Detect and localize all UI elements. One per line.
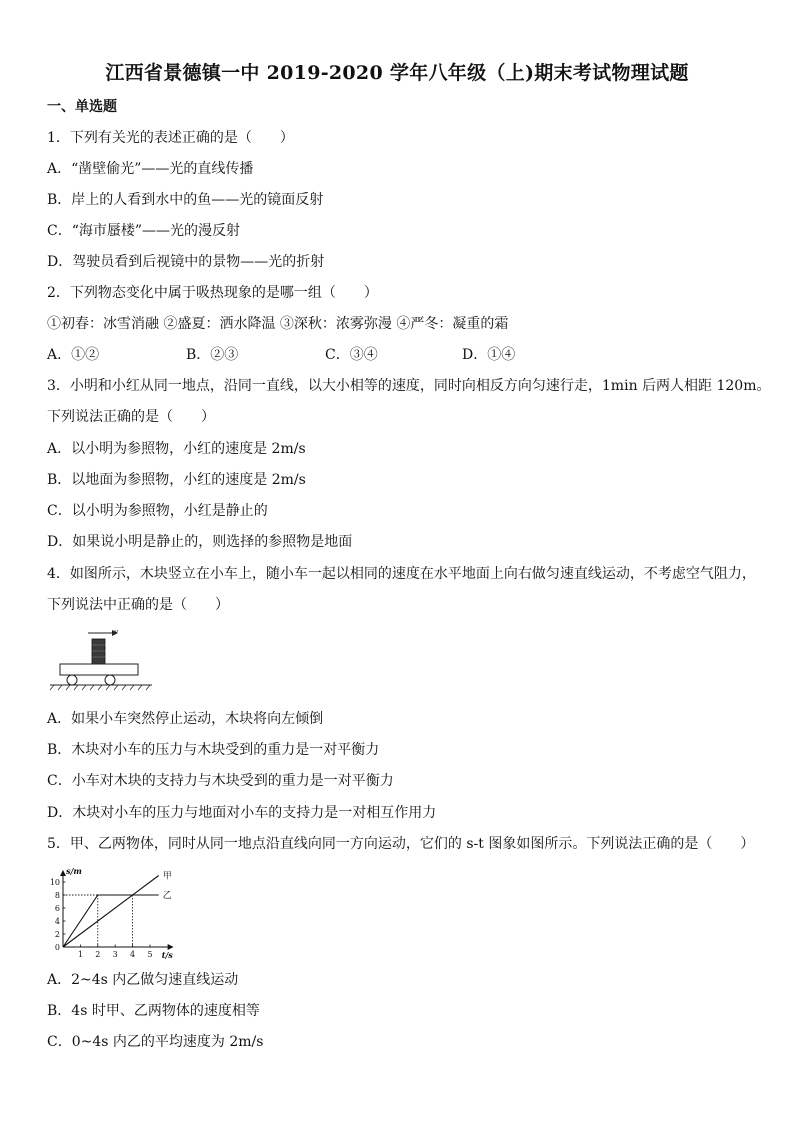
question-2-stem: 2．下列物态变化中属于吸热现象的是哪一组（ ） xyxy=(47,285,378,301)
question-5-option-c: C．0~4s 内乙的平均速度为 2m/s xyxy=(47,1034,264,1050)
question-2-option-b: B．②③ xyxy=(186,347,239,363)
question-4-stem-line-1: 4．如图所示，木块竖立在小车上，随小车一起以相同的速度在水平地面上向右做匀速直线运动，不考虑空气阻力， xyxy=(47,566,756,582)
question-4-option-c: C．小车对木块的支持力与木块受到的重力是一对平衡力 xyxy=(47,773,394,789)
x-tick-label: 5 xyxy=(147,950,153,959)
question-1-option-d: D．驾驶员看到后视镜中的景物——光的折射 xyxy=(47,254,325,270)
question-5-stem: 5．甲、乙两物体，同时从同一地点沿直线向同一方向运动，它们的 s-t 图象如图所示。下列说法正确的是（ ） xyxy=(47,836,755,852)
question-3-stem-line-1: 3．小明和小红从同一地点，沿同一直线，以大小相等的速度，同时向相反方向匀速行走，1min 后两人相距 120m。 xyxy=(47,378,771,394)
x-tick-label: 4 xyxy=(130,950,136,959)
question-4-option-a: A．如果小车突然停止运动，木块将向左倾倒 xyxy=(47,711,324,727)
y-tick-label: 0 xyxy=(54,943,60,952)
series-line-2 xyxy=(63,895,159,947)
velocity-label: v xyxy=(114,628,118,636)
question-1-option-c: C．“海市蜃楼”——光的漫反射 xyxy=(47,223,241,239)
question-1-stem: 1．下列有关光的表述正确的是（ ） xyxy=(47,130,294,146)
cart-block-figure xyxy=(48,628,156,692)
question-2-option-c: C．③④ xyxy=(325,347,378,363)
chart-series xyxy=(63,876,159,948)
question-4-option-d: D．木块对小车的压力与地面对小车的支持力是一对相互作用力 xyxy=(47,805,437,821)
section-heading: 一、单选题 xyxy=(47,99,117,115)
y-tick-label: 8 xyxy=(54,891,60,900)
cart-body xyxy=(60,664,138,675)
x-axis-label: t/s xyxy=(161,950,173,960)
y-tick-label: 2 xyxy=(54,930,60,939)
x-tick-label: 3 xyxy=(112,950,118,959)
y-tick-label: 6 xyxy=(54,904,60,913)
question-2-option-a: A．①② xyxy=(47,347,100,363)
question-4-stem-line-2: 下列说法中正确的是（ ） xyxy=(47,597,229,613)
st-graph xyxy=(44,862,190,962)
page-title: 江西省景德镇一中 2019-2020 学年八年级（上)期末考试物理试题 xyxy=(105,62,689,84)
series-label-1: 甲 xyxy=(162,871,172,882)
series-label-2: 乙 xyxy=(162,891,172,901)
cart-wheel-right xyxy=(105,675,115,685)
question-3-option-d: D．如果说小明是静止的，则选择的参照物是地面 xyxy=(47,534,353,550)
chart-labels xyxy=(66,866,173,960)
y-axis-label: s/m xyxy=(66,866,82,876)
question-3-option-a: A．以小明为参照物，小红的速度是 2m/s xyxy=(47,441,306,457)
y-tick-label: 10 xyxy=(49,878,60,887)
y-tick-label: 4 xyxy=(54,917,60,926)
wood-block xyxy=(92,639,105,664)
question-5-option-a: A．2~4s 内乙做匀速直线运动 xyxy=(47,972,239,988)
question-1-option-b: B．岸上的人看到水中的鱼——光的镜面反射 xyxy=(47,192,324,208)
x-tick-label: 2 xyxy=(95,950,101,959)
question-4-option-b: B．木块对小车的压力与木块受到的重力是一对平衡力 xyxy=(47,742,380,758)
question-2-detail: ①初春：冰雪消融 ②盛夏：洒水降温 ③深秋：浓雾弥漫 ④严冬：凝重的霜 xyxy=(47,316,509,332)
ground-hatching xyxy=(50,685,150,690)
question-3-stem-line-2: 下列说法正确的是（ ） xyxy=(47,409,215,425)
series-line-1 xyxy=(63,876,159,948)
question-5-option-b: B．4s 时甲、乙两物体的速度相等 xyxy=(47,1003,260,1019)
question-1-option-a: A．“凿壁偷光”——光的直线传播 xyxy=(47,161,254,177)
question-2-option-d: D．①④ xyxy=(462,347,516,363)
cart-wheel-left xyxy=(67,675,77,685)
question-3-option-b: B．以地面为参照物，小红的速度是 2m/s xyxy=(47,472,306,488)
chart-axes xyxy=(63,871,173,947)
question-3-option-c: C．以小明为参照物，小红是静止的 xyxy=(47,503,268,519)
x-tick-label: 1 xyxy=(77,950,83,959)
